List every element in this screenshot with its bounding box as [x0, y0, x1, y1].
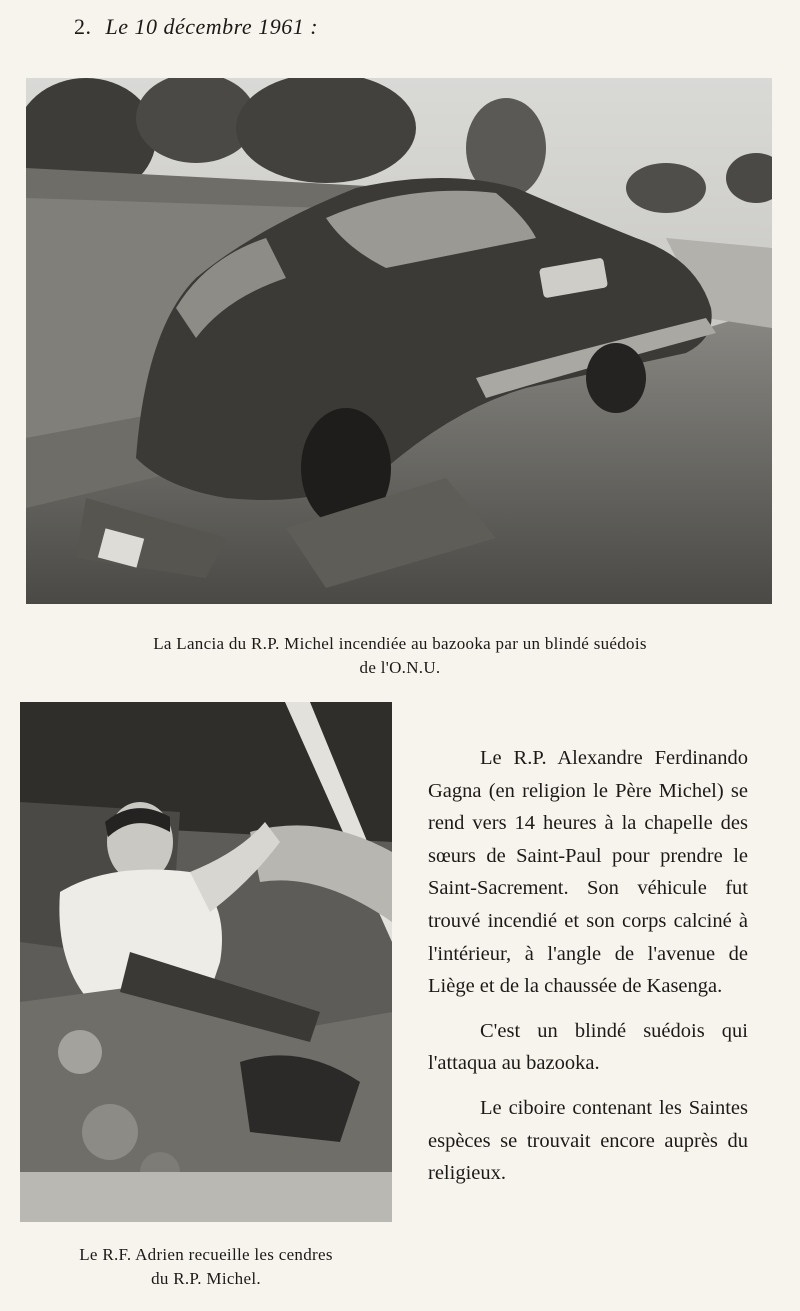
caption-line: du R.P. Michel. [151, 1269, 261, 1288]
caption-line: La Lancia du R.P. Michel incendiée au bazooka par un blindé suédois [153, 634, 647, 653]
burned-car-photo [26, 78, 772, 604]
caption-line: de l'O.N.U. [359, 658, 441, 677]
article-body [428, 742, 748, 1190]
section-number: 2. [74, 14, 92, 39]
collecting-ashes-photo [20, 702, 392, 1222]
top-photo-caption [40, 632, 760, 680]
body-paragraph: C'est un blindé suédois qui l'attaqua au bazooka. [428, 1019, 748, 1075]
body-paragraph: Le ciboire contenant les Saintes espèces se trouvait encore auprès du religieux. [428, 1096, 748, 1185]
body-paragraph: Le R.P. Alexandre Ferdinando Gagna (en religion le Père Michel) se rend vers 14 heures à la chapelle des sœurs de Saint-Paul pour prendre le Saint-Sacrement. Son véhicule fut trouvé incendié et son corps calciné à l'intérieur, à l'angle de l'avenue de Liège et de la chaussée de Kasenga. [428, 747, 748, 998]
page-heading [74, 14, 318, 40]
section-title: Le 10 décembre 1961 : [105, 14, 319, 39]
bottom-photo-caption [16, 1243, 396, 1291]
caption-line: Le R.F. Adrien recueille les cendres [79, 1245, 333, 1264]
